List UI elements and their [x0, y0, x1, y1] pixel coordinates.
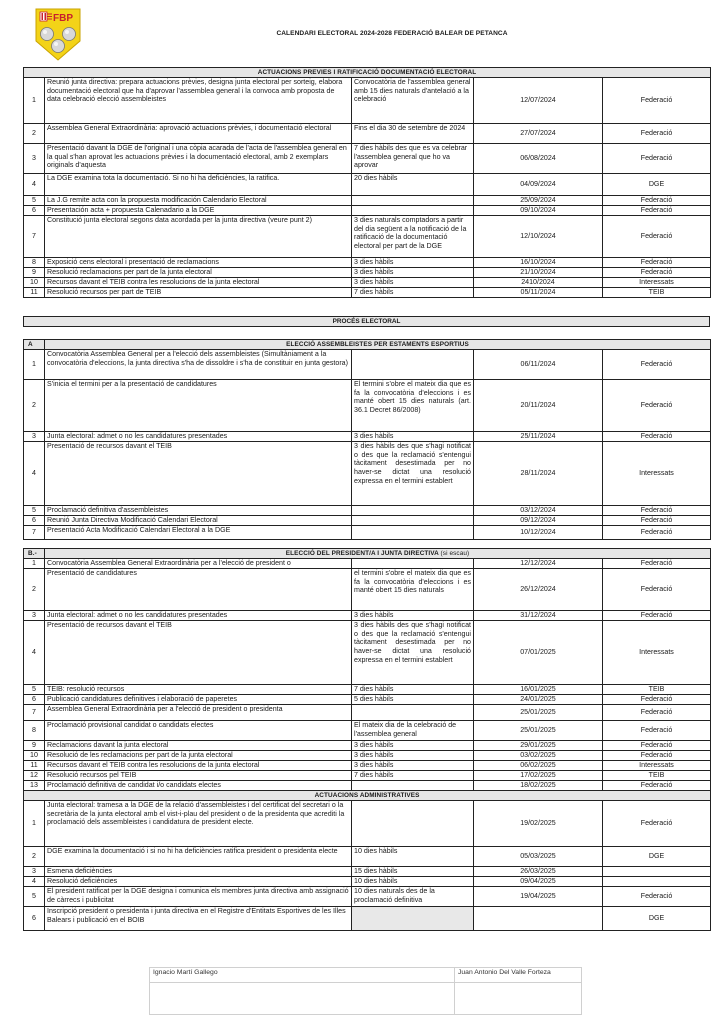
row-description: Recursos davant el TEIB contra les resolucions de la junta electoral	[45, 761, 352, 771]
row-number: 3	[24, 144, 45, 174]
table-row	[24, 705, 711, 721]
row-responsible: Federació	[603, 741, 711, 751]
row-number: 11	[24, 761, 45, 771]
row-responsible: Federació	[603, 78, 711, 124]
row-deadline-term: 3 dies hàbils	[352, 278, 474, 288]
row-description: Publicació candidatures definitives i elaboració de paperetes	[45, 695, 352, 705]
row-number: 5	[24, 887, 45, 907]
table-row	[24, 442, 711, 506]
table-row	[24, 907, 711, 931]
row-description: La DGE examina tota la documentació. Si no hi ha deficiències, la ratifica.	[45, 174, 352, 196]
row-date: 2410/2024	[474, 278, 603, 288]
row-number: 4	[24, 174, 45, 196]
table-row	[24, 741, 711, 751]
row-responsible: Interessats	[603, 442, 711, 506]
row-responsible: Federació	[603, 506, 711, 516]
section-rows	[24, 801, 711, 931]
row-responsible: Interessats	[603, 761, 711, 771]
row-number: 4	[24, 877, 45, 887]
row-date: 10/12/2024	[474, 526, 603, 540]
row-description: Recursos davant el TEIB contra les resolucions de la junta electoral	[45, 278, 352, 288]
row-date: 18/02/2025	[474, 781, 603, 791]
row-deadline-term	[352, 506, 474, 516]
row-deadline-term: el termini s'obre el mateix dia que es fa la convocatòria d'eleccions i es manté obert 15 dies naturals	[352, 569, 474, 611]
row-responsible: Federació	[603, 526, 711, 540]
table-row	[24, 611, 711, 621]
document-title: CALENDARI ELECTORAL 2024-2028 FEDERACIÓ BALEAR DE PETANCA	[276, 30, 508, 37]
row-number: 6	[24, 695, 45, 705]
row-responsible: DGE	[603, 847, 711, 867]
table-row	[24, 801, 711, 847]
row-number: 1	[24, 801, 45, 847]
row-description: Presentación acta + propuesta Calenadario a la DGE	[45, 206, 352, 216]
table-row	[24, 516, 711, 526]
row-date: 26/12/2024	[474, 569, 603, 611]
section-rows	[24, 559, 711, 791]
row-number: 11	[24, 288, 45, 298]
row-description: Convocatòria Assemblea General per a l'elecció dels assembleistes (Simultàniament a la convocatòria d'eleccions, la junta directiva s'ha de dissoldre i s'ha de constituir en junta gestora)	[45, 350, 352, 380]
table-row	[24, 685, 711, 695]
row-number: 12	[24, 771, 45, 781]
row-description: La J.G remite acta con la propuesta modificación Calendario Electoral	[45, 196, 352, 206]
row-deadline-term: 3 dies hàbils	[352, 611, 474, 621]
row-responsible: Interessats	[603, 278, 711, 288]
row-number: 5	[24, 685, 45, 695]
table-row	[24, 144, 711, 174]
row-number: 2	[24, 124, 45, 144]
row-number: 10	[24, 751, 45, 761]
row-description: Resolució deficiències	[45, 877, 352, 887]
row-deadline-term	[352, 196, 474, 206]
row-date: 25/11/2024	[474, 432, 603, 442]
row-number: 10	[24, 278, 45, 288]
row-deadline-term: 7 dies hàbils	[352, 771, 474, 781]
row-deadline-term: 10 dies hàbils	[352, 877, 474, 887]
row-date: 06/02/2025	[474, 761, 603, 771]
row-description: Exposició cens electoral i presentació de reclamacions	[45, 258, 352, 268]
row-responsible: Federació	[603, 206, 711, 216]
president-election-table	[23, 548, 711, 931]
row-deadline-term: 3 dies hàbils des que s'hagi notificat o des que la reclamació s'entengui tàcitament desestimada per no haver-se dictat una resolució expressa en el termini establert	[352, 621, 474, 685]
row-description: TEIB: resolució recursos	[45, 685, 352, 695]
row-description: Resolució recursos per part de TEIB	[45, 288, 352, 298]
row-responsible: Federació	[603, 432, 711, 442]
row-description: Reunió Junta Directiva Modificació Calendari Electoral	[45, 516, 352, 526]
row-description: Junta electoral: admet o no les candidatures presentades	[45, 611, 352, 621]
row-responsible: TEIB	[603, 288, 711, 298]
row-date: 16/10/2024	[474, 258, 603, 268]
row-deadline-term: 7 dies hàbils	[352, 288, 474, 298]
table-row	[24, 847, 711, 867]
section-header	[24, 549, 711, 559]
table-row	[24, 124, 711, 144]
row-number: 3	[24, 432, 45, 442]
table-row	[24, 569, 711, 611]
section-title: ELECCIÓ DEL PRESIDENT/A I JUNTA DIRECTIVA	[285, 550, 439, 557]
row-number: 2	[24, 380, 45, 432]
table-row	[24, 761, 711, 771]
row-responsible: Federació	[603, 559, 711, 569]
row-description: El president ratificat per la DGE designa i comunica els membres junta directiva amb assignació de càrrecs i publicitat	[45, 887, 352, 907]
table-row	[24, 506, 711, 516]
row-description: Resolució recursos pel TEIB	[45, 771, 352, 781]
row-deadline-term	[352, 781, 474, 791]
row-deadline-term: 7 dies hàbils	[352, 685, 474, 695]
row-responsible: Federació	[603, 196, 711, 206]
row-deadline-term: 3 dies naturals comptadors a partir del dia següent a la notificació de la ratificació de la documentació electoral per part de la DGE	[352, 216, 474, 258]
row-deadline-term: 3 dies hàbils	[352, 268, 474, 278]
row-responsible: Interessats	[603, 621, 711, 685]
row-number: 1	[24, 559, 45, 569]
row-number: 13	[24, 781, 45, 791]
row-deadline-term: El termini s'obre el mateix dia que es fa la convocatòria d'eleccions i es manté obert 15 dies naturals (art. 36.1 Decret 86/2008)	[352, 380, 474, 432]
row-responsible: Federació	[603, 124, 711, 144]
row-deadline-term: 3 dies hàbils	[352, 741, 474, 751]
table-row	[24, 268, 711, 278]
row-number: 8	[24, 721, 45, 741]
row-date: 05/03/2025	[474, 847, 603, 867]
row-description: Esmena deficiències	[45, 867, 352, 877]
row-responsible: Federació	[603, 569, 711, 611]
row-number: 3	[24, 867, 45, 877]
table-row	[24, 751, 711, 761]
previous-actions-table	[23, 67, 711, 298]
row-number: 3	[24, 611, 45, 621]
row-date: 25/09/2024	[474, 196, 603, 206]
row-deadline-term: 5 dies hàbils	[352, 695, 474, 705]
table-row	[24, 432, 711, 442]
row-date: 09/10/2024	[474, 206, 603, 216]
assembly-election-table	[23, 339, 711, 540]
row-responsible: Federació	[603, 350, 711, 380]
row-date: 06/08/2024	[474, 144, 603, 174]
row-date: 27/07/2024	[474, 124, 603, 144]
row-date: 21/10/2024	[474, 268, 603, 278]
row-responsible	[603, 867, 711, 877]
row-date: 12/10/2024	[474, 216, 603, 258]
row-deadline-term	[352, 559, 474, 569]
row-number: 4	[24, 442, 45, 506]
section-title-note: (si escau)	[440, 550, 470, 557]
row-date	[474, 907, 603, 931]
row-description: Proclamació provisional candidat o candidats electes	[45, 721, 352, 741]
row-number: 9	[24, 741, 45, 751]
row-date: 26/03/2025	[474, 867, 603, 877]
row-deadline-term	[352, 516, 474, 526]
row-deadline-term: 7 dies hàbils des que es va celebrar l'assemblea general que ho va aprovar	[352, 144, 474, 174]
table-row	[24, 621, 711, 685]
row-responsible: Federació	[603, 380, 711, 432]
table-row	[24, 867, 711, 877]
row-responsible: Federació	[603, 751, 711, 761]
table-row	[24, 526, 711, 540]
row-description: Resolució reclamacions per part de la junta electoral	[45, 268, 352, 278]
table-row	[24, 721, 711, 741]
row-responsible: DGE	[603, 174, 711, 196]
row-deadline-term: 3 dies hàbils	[352, 258, 474, 268]
row-deadline-term: 3 dies hàbils	[352, 751, 474, 761]
row-date: 17/02/2025	[474, 771, 603, 781]
section-title: ELECCIÓ ASSEMBLEISTES PER ESTAMENTS ESPORTIUS	[45, 340, 711, 350]
table-row	[24, 559, 711, 569]
row-date: 28/11/2024	[474, 442, 603, 506]
row-date: 16/01/2025	[474, 685, 603, 695]
row-responsible: Federació	[603, 705, 711, 721]
table-row	[24, 877, 711, 887]
row-responsible: Federació	[603, 144, 711, 174]
row-deadline-term	[352, 206, 474, 216]
row-description: Proclamació definitiva d'assembleistes	[45, 506, 352, 516]
row-description: Presentació de candidatures	[45, 569, 352, 611]
row-number: 7	[24, 216, 45, 258]
row-number: 6	[24, 516, 45, 526]
row-responsible: Federació	[603, 887, 711, 907]
row-date: 29/01/2025	[474, 741, 603, 751]
row-deadline-term	[352, 705, 474, 721]
row-description: Junta electoral: tramesa a la DGE de la relació d'assembleistes i del certificat del secretari o la secretària de la junta electoral amb el vist-i-plau del president o de la presidenta que acrediti la proclamació dels assembleistes i candidatura de president electe.	[45, 801, 352, 847]
row-date: 20/11/2024	[474, 380, 603, 432]
row-description: Reunió junta directiva: prepara actuacions prèvies, designa junta electoral per sorteig, elabora documentació electoral que ha d'aprovar l'assemblea general i la convoca amb proposta de data celebració elecció assembleistes	[45, 78, 352, 124]
table-row	[24, 206, 711, 216]
row-number: 2	[24, 569, 45, 611]
row-description: Presentació Acta Modificació Calendari Electoral a la DGE	[45, 526, 352, 540]
row-number: 6	[24, 907, 45, 931]
row-description: Assemblea General Extraordinària per a l'elecció de president o presidenta	[45, 705, 352, 721]
row-date: 06/11/2024	[474, 350, 603, 380]
table-row	[24, 258, 711, 268]
section-header	[24, 68, 711, 78]
signature-name-right: Juan Antonio Del Valle Forteza	[455, 968, 582, 983]
row-responsible	[603, 877, 711, 887]
table-row	[24, 196, 711, 206]
section-letter: B.-	[24, 549, 45, 559]
row-date: 19/02/2025	[474, 801, 603, 847]
table-row	[24, 771, 711, 781]
row-date: 03/12/2024	[474, 506, 603, 516]
row-date: 05/11/2024	[474, 288, 603, 298]
row-responsible: Federació	[603, 216, 711, 258]
row-number: 5	[24, 506, 45, 516]
row-deadline-term: 3 dies hàbils	[352, 761, 474, 771]
row-date: 12/12/2024	[474, 559, 603, 569]
table-row	[24, 380, 711, 432]
row-number: 8	[24, 258, 45, 268]
table-row	[24, 695, 711, 705]
row-number: 5	[24, 196, 45, 206]
signature-table	[149, 967, 582, 1015]
row-deadline-term: 20 dies hàbils	[352, 174, 474, 196]
table-row	[24, 174, 711, 196]
row-deadline-term: 15 dies hàbils	[352, 867, 474, 877]
row-responsible: Federació	[603, 268, 711, 278]
process-electoral-header: PROCÉS ELECTORAL	[23, 316, 710, 327]
row-description: Inscripció president o presidenta i junta directiva en el Registre d'Entitats Esportives de les Illes Balears i publicació en el BOIB	[45, 907, 352, 931]
row-responsible: Federació	[603, 721, 711, 741]
row-deadline-term: Convocatòria de l'assemblea general amb 15 dies naturals d'antelació a la celebració	[352, 78, 474, 124]
table-row	[24, 216, 711, 258]
row-description: Convocatòria Assemblea General Extraordinària per a l'elecció de president o	[45, 559, 352, 569]
signature-box-left[interactable]	[150, 983, 455, 1015]
row-responsible: Federació	[603, 781, 711, 791]
row-number: 9	[24, 268, 45, 278]
signature-box-right[interactable]	[455, 983, 582, 1015]
row-date: 25/01/2025	[474, 705, 603, 721]
row-description: DGE examina la documentació i si no hi ha deficiències ratifica president o presidenta electe	[45, 847, 352, 867]
row-responsible: TEIB	[603, 685, 711, 695]
section-rows	[24, 350, 711, 540]
section-title: ACTUACIONS PREVIES I RATIFICACIÓ DOCUMENTACIÓ ELECTORAL	[24, 68, 711, 78]
row-description: Constitució junta electoral segons data acordada per la junta directiva (veure punt 2)	[45, 216, 352, 258]
row-responsible: Federació	[603, 611, 711, 621]
row-date: 31/12/2024	[474, 611, 603, 621]
row-description: Reclamacions davant la junta electoral	[45, 741, 352, 751]
row-deadline-term: 3 dies hàbils	[352, 432, 474, 442]
row-number: 7	[24, 526, 45, 540]
row-deadline-term: 3 dies hàbils des que s'hagi notificat o des que la reclamació s'entengui tàcitament desestimada per no haver-se dictat una resolució expressa en el termini establert	[352, 442, 474, 506]
row-date: 09/12/2024	[474, 516, 603, 526]
section-letter: A	[24, 340, 45, 350]
row-deadline-term	[352, 350, 474, 380]
row-description: Junta electoral: admet o no les candidatures presentades	[45, 432, 352, 442]
row-description: S'inicia el termini per a la presentació de candidatures	[45, 380, 352, 432]
row-date: 25/01/2025	[474, 721, 603, 741]
signature-name-left: Ignacio Martí Gallego	[150, 968, 455, 983]
row-description: Assemblea General Extraordinària: aprovació actuacions prèvies, i documentació electoral	[45, 124, 352, 144]
svg-text:FBP: FBP	[53, 13, 73, 24]
row-number: 1	[24, 350, 45, 380]
section-title: ACTUACIONS ADMINISTRATIVES	[24, 791, 711, 801]
row-number: 4	[24, 621, 45, 685]
row-date: 09/04/2025	[474, 877, 603, 887]
row-deadline-term	[352, 801, 474, 847]
row-deadline-term	[352, 907, 474, 931]
table-row	[24, 781, 711, 791]
row-date: 04/09/2024	[474, 174, 603, 196]
table-row	[24, 288, 711, 298]
row-deadline-term: El mateix dia de la celebració de l'assemblea general	[352, 721, 474, 741]
table-row	[24, 887, 711, 907]
row-responsible: Federació	[603, 258, 711, 268]
row-date: 12/07/2024	[474, 78, 603, 124]
section-title-cell	[45, 549, 711, 559]
row-date: 24/01/2025	[474, 695, 603, 705]
section-header	[24, 791, 711, 801]
row-description: Presentació de recursos davant el TEIB	[45, 621, 352, 685]
section-header	[24, 340, 711, 350]
row-responsible: DGE	[603, 907, 711, 931]
row-number: 7	[24, 705, 45, 721]
row-deadline-term: Fins el dia 30 de setembre de 2024	[352, 124, 474, 144]
row-date: 03/02/2025	[474, 751, 603, 761]
row-number: 1	[24, 78, 45, 124]
row-responsible: Federació	[603, 801, 711, 847]
row-date: 07/01/2025	[474, 621, 603, 685]
row-responsible: TEIB	[603, 771, 711, 781]
row-description: Presentació de recursos davant el TEIB	[45, 442, 352, 506]
row-description: Proclamació definitiva de candidat i/o candidats electes	[45, 781, 352, 791]
row-number: 2	[24, 847, 45, 867]
row-number: 6	[24, 206, 45, 216]
row-deadline-term: 10 dies naturals des de la proclamació definitiva	[352, 887, 474, 907]
table-row	[24, 278, 711, 288]
row-deadline-term: 10 dies hàbils	[352, 847, 474, 867]
row-responsible: Federació	[603, 695, 711, 705]
table-row	[24, 78, 711, 124]
row-description: Resolució de les reclamacions per part de la junta electoral	[45, 751, 352, 761]
table-row	[24, 350, 711, 380]
row-date: 19/04/2025	[474, 887, 603, 907]
row-responsible: Federació	[603, 516, 711, 526]
section-rows	[24, 78, 711, 298]
row-deadline-term	[352, 526, 474, 540]
row-description: Presentació davant la DGE de l'original i una còpia acarada de l'acta de l'assemblea general en la qual s'han aprovat les actuacions prèvies i la documentació electoral, amb 2 exemplars originals d'aquesta	[45, 144, 352, 174]
